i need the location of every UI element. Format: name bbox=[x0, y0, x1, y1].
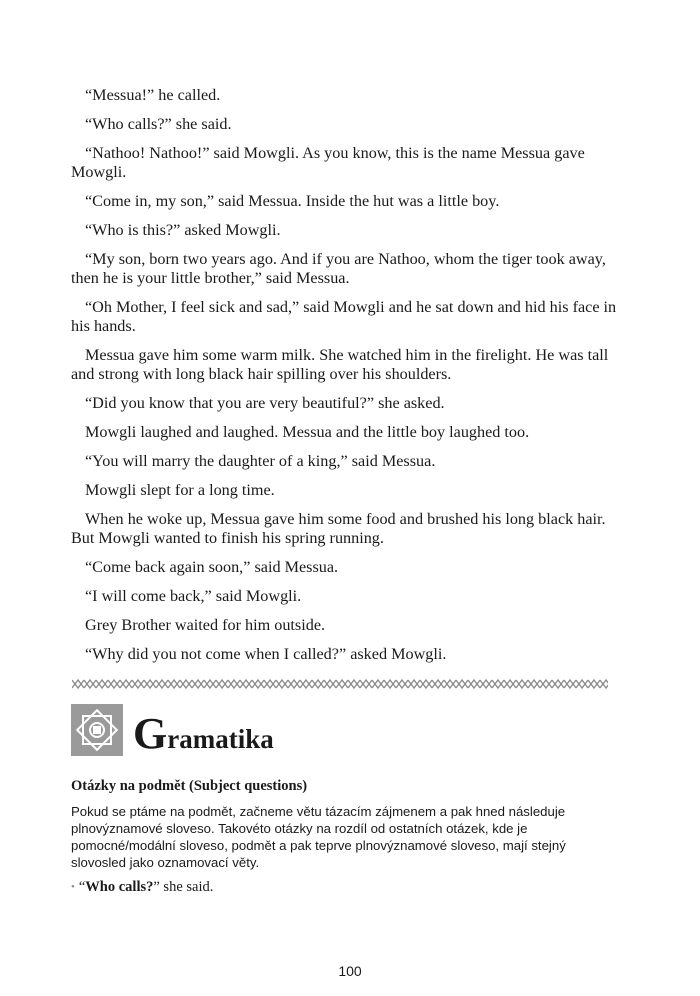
story-text bbox=[71, 86, 631, 674]
grammar-example bbox=[71, 878, 213, 896]
story-paragraph: “Who is this?” asked Mowgli. bbox=[85, 221, 281, 239]
story-paragraph: “You will marry the daughter of a king,” said Messua. bbox=[85, 452, 436, 470]
bullet-icon: • bbox=[71, 881, 75, 893]
story-paragraph: “Oh Mother, I feel sick and sad,” said Mowgli and he sat down and hid his face in his hands. bbox=[71, 298, 617, 335]
story-paragraph: Mowgli slept for a long time. bbox=[85, 481, 275, 499]
story-paragraph: When he woke up, Messua gave him some food and brushed his long black hair. But Mowgli wanted to finish his spring running. bbox=[71, 510, 606, 547]
story-paragraph: “Nathoo! Nathoo!” said Mowgli. As you know, this is the name Messua gave Mowgli. bbox=[71, 144, 585, 181]
grammar-explanation: Pokud se ptáme na podmět, začneme větu tázacím zájmenem a pak hned následuje plnovýznamové sloveso. Takovéto otázky na rozdíl od ostatních otázek, kde je pomocné/modální sloveso, podmět a pak teprve plnovýznamové sloveso, mají stejný slovosled jako oznamovací věty. bbox=[71, 804, 566, 870]
grammar-section-header bbox=[71, 704, 631, 764]
story-paragraph: “Why did you not come when I called?” asked Mowgli. bbox=[85, 645, 447, 663]
story-paragraph: “Did you know that you are very beautiful?” she asked. bbox=[85, 394, 445, 412]
grammar-title-initial: G bbox=[133, 709, 168, 758]
story-paragraph: “Come in, my son,” said Messua. Inside the hut was a little boy. bbox=[85, 192, 500, 210]
story-paragraph: Messua gave him some warm milk. She watched him in the firelight. He was tall and strong with long black hair spilling over his shoulders. bbox=[71, 346, 609, 383]
story-paragraph: “I will come back,” said Mowgli. bbox=[85, 587, 302, 605]
ornament-star-icon bbox=[71, 704, 123, 756]
example-open-quote: “ bbox=[78, 879, 86, 895]
story-paragraph: Mowgli laughed and laughed. Messua and the little boy laughed too. bbox=[85, 423, 530, 441]
story-paragraph: “Come back again soon,” said Messua. bbox=[85, 558, 339, 576]
story-paragraph: “Who calls?” she said. bbox=[85, 115, 232, 133]
grammar-title-rest: ramatika bbox=[167, 724, 274, 754]
grammar-subheading: Otázky na podmět (Subject questions) bbox=[71, 778, 308, 794]
page-number: 100 bbox=[338, 963, 362, 979]
story-paragraph: “Messua!” he called. bbox=[85, 86, 221, 104]
grammar-title bbox=[133, 709, 274, 759]
example-question: Who calls? bbox=[85, 879, 154, 895]
ornamental-divider bbox=[72, 678, 608, 690]
story-paragraph: “My son, born two years ago. And if you are Nathoo, whom the tiger took away, then he is your little brother,” said Messua. bbox=[71, 250, 606, 287]
story-paragraph: Grey Brother waited for him outside. bbox=[85, 616, 326, 634]
example-rest: ” she said. bbox=[153, 879, 214, 895]
